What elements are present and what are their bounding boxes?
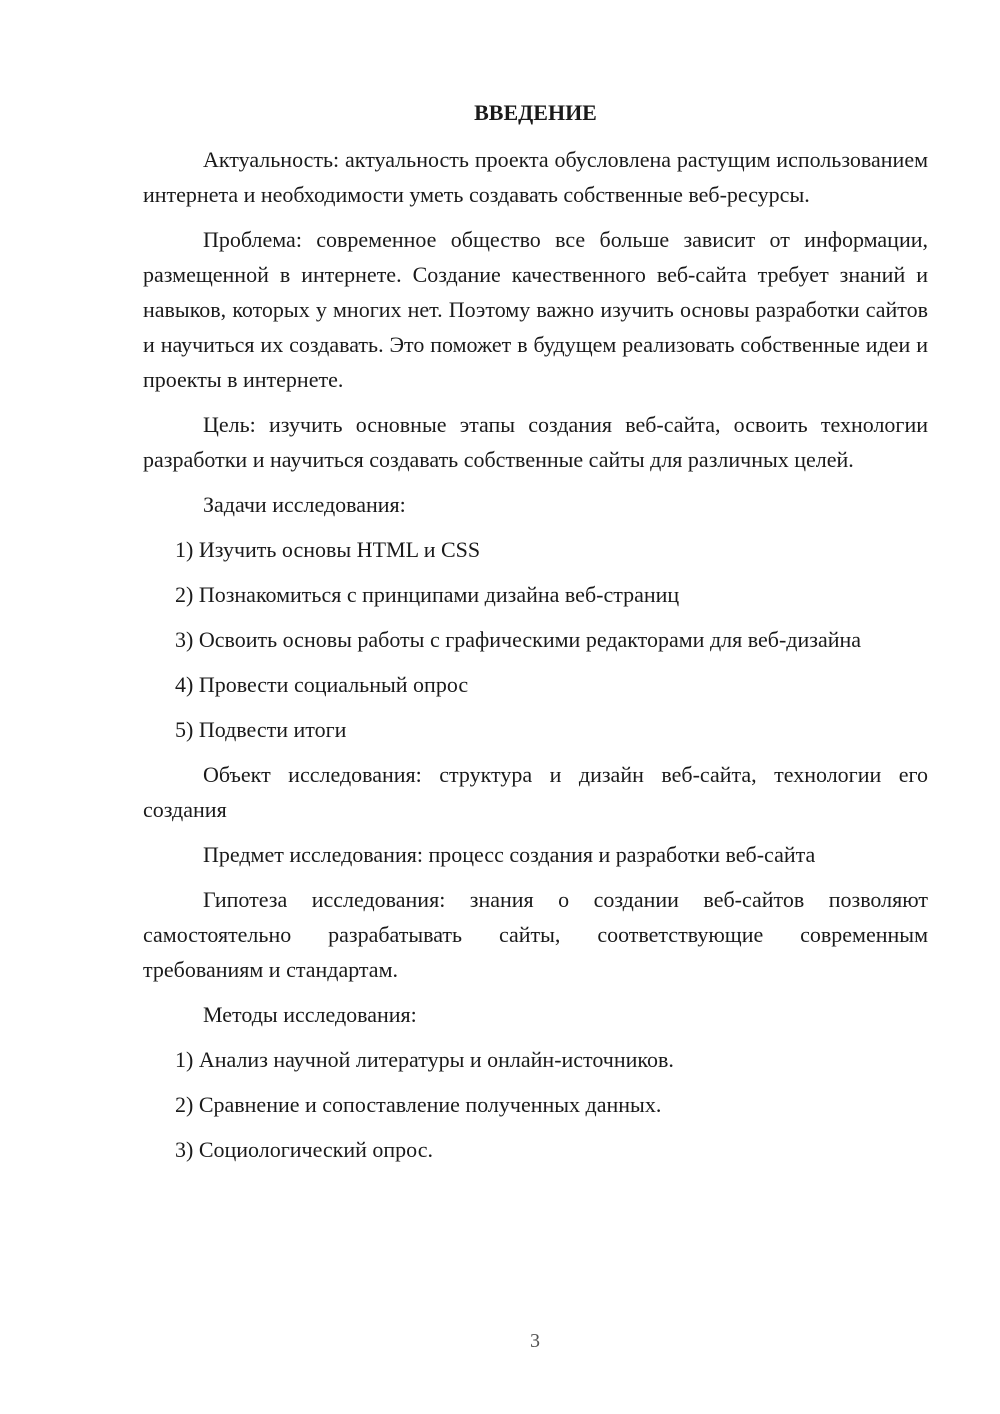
task-item: 2) Познакомиться с принципами дизайна веб-страниц — [175, 582, 680, 607]
object-paragraph: Объект исследования: структура и дизайн веб-сайта, технологии его создания — [143, 762, 928, 822]
relevance-paragraph: Актуальность: актуальность проекта обусловлена растущим использованием интернета и необходимости уметь создавать собственные веб-ресурсы. — [143, 147, 928, 207]
subject-paragraph: Предмет исследования: процесс создания и разработки веб-сайта — [203, 842, 816, 867]
methods-heading: Методы исследования: — [203, 1002, 417, 1027]
task-item: 5) Подвести итоги — [175, 717, 347, 742]
method-item: 1) Анализ научной литературы и онлайн-источников. — [175, 1047, 674, 1072]
task-item: 4) Провести социальный опрос — [175, 672, 469, 697]
goal-paragraph: Цель: изучить основные этапы создания веб-сайта, освоить технологии разработки и научиться создавать собственные сайты для различных целей. — [143, 412, 928, 472]
problem-paragraph: Проблема: современное общество все больше зависит от информации, размещенной в интернете. Создание качественного веб-сайта требует знаний и навыков, которых у многих нет. Поэтому важно изучить основы разработки сайтов и научиться их создавать. Это поможет в будущем реализовать собственные идеи и проекты в интернете. — [143, 227, 928, 392]
task-item: 3) Освоить основы работы с графическими редакторами для веб-дизайна — [175, 627, 862, 652]
task-item: 1) Изучить основы HTML и CSS — [175, 537, 481, 562]
method-item: 3) Социологический опрос. — [175, 1137, 433, 1162]
tasks-heading: Задачи исследования: — [203, 492, 406, 517]
method-item: 2) Сравнение и сопоставление полученных данных. — [175, 1092, 662, 1117]
hypothesis-paragraph: Гипотеза исследования: знания о создании веб-сайтов позволяют самостоятельно разрабатывать сайты, соответствующие современным требованиям и стандартам. — [143, 887, 928, 982]
document-page — [143, 95, 928, 1177]
page-title: ВВЕДЕНИЕ — [474, 100, 597, 125]
page-number: 3 — [530, 1330, 540, 1352]
